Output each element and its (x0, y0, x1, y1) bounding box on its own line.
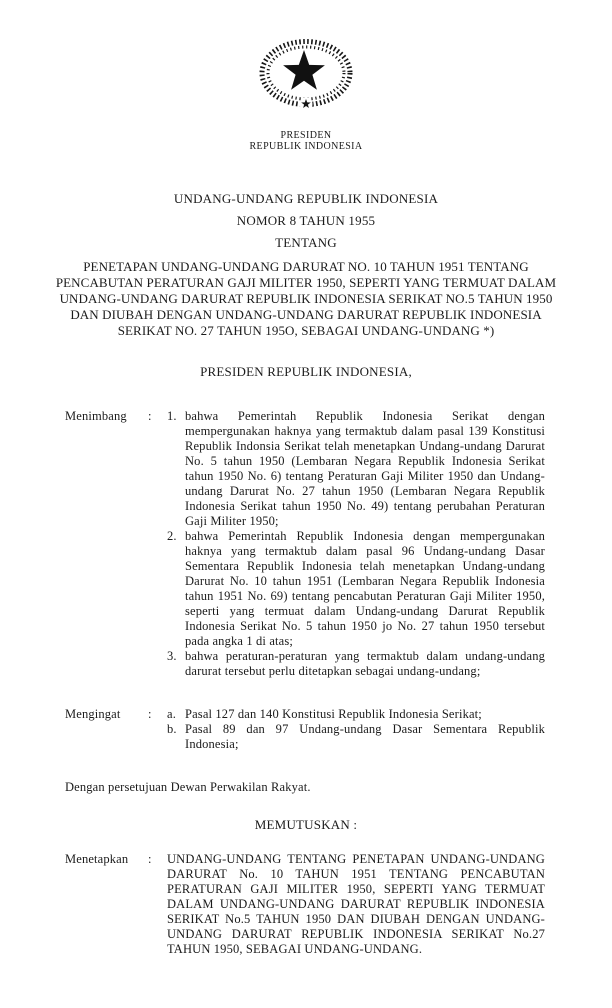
mengingat-body (167, 707, 545, 752)
clause-menimbang (0, 409, 612, 679)
salutation: PRESIDEN REPUBLIK INDONESIA, (200, 364, 412, 379)
menetapkan-colon: : (148, 852, 152, 866)
mengingat-item-a-text: Pasal 127 dan 140 Konstitusi Republik Indonesia Serikat; (185, 707, 482, 721)
doc-subject: PENETAPAN UNDANG-UNDANG DARURAT NO. 10 TAHUN 1951 TENTANG PENCABUTAN PERATURAN GAJI MILITER 1950, SEPERTI YANG TERMUAT DALAM UNDANG-UNDANG DARURAT REPUBLIK INDONESIA SERIKAT NO.5 TAHUN 1950 DAN DIUBAH DENGAN UNDANG-UNDANG DARURAT REPUBLIK INDONESIA SERIKAT NO. 27 TAHUN 195O, SEBAGAI UNDANG-UNDANG *) (55, 259, 557, 338)
menimbang-item-3 (167, 649, 545, 679)
letterhead-presiden: PRESIDEN (280, 130, 332, 141)
mengingat-item-b (167, 722, 545, 752)
title-block (0, 192, 612, 339)
decision-heading: MEMUTUSKAN : (254, 817, 358, 832)
menimbang-item-3-marker: 3. (167, 649, 177, 663)
menimbang-colon: : (148, 409, 152, 423)
mengingat-item-a (167, 707, 545, 722)
clause-mengingat (0, 707, 612, 752)
menimbang-item-2 (167, 529, 545, 649)
star-wreath-icon (258, 38, 354, 112)
menimbang-item-3-text: bahwa peraturan-peraturan yang termaktub dalam undang-undang darurat tersebut perlu ditetapkan sebagai undang-undang; (185, 649, 545, 678)
mengingat-item-a-marker: a. (167, 707, 176, 721)
menimbang-item-1-marker: 1. (167, 409, 177, 423)
menetapkan-text: UNDANG-UNDANG TENTANG PENETAPAN UNDANG-UNDANG DARURAT No. 10 TAHUN 1951 TENTANG PENCABUTAN PERATURAN GAJI MILITER 1950, SEPERTI YANG TERMUAT DALAM UNDANG-UNDANG DARURAT REPUBLIK INDONESIA SERIKAT No.5 TAHUN 1950 DAN DIUBAH DENGAN UNDANG-UNDANG DARURAT REPUBLIK INDONESIA SERIKAT No.27 TAHUN 1950, SEBAGAI UNDANG-UNDANG. (167, 852, 545, 956)
letterhead-republik-indonesia: REPUBLIK INDONESIA (249, 141, 363, 152)
doc-number: NOMOR 8 TAHUN 1955 (236, 213, 376, 228)
approval-line: Dengan persetujuan Dewan Perwakilan Rakyat. (65, 780, 311, 794)
menetapkan-label: Menetapkan (65, 852, 129, 866)
letterhead (0, 0, 612, 152)
presidential-emblem (0, 38, 612, 117)
menimbang-body (167, 409, 545, 679)
menimbang-item-2-marker: 2. (167, 529, 177, 543)
menimbang-item-2-text: bahwa Pemerintah Republik Indonesia dengan mempergunakan haknya yang termaktub dalam pasal 96 Undang-undang Dasar Sementara Republik Indonesia telah menetapkan Undang-undang Darurat No. 10 tahun 1951 (Lembaran Negara Republik Indonesia tahun 1951 No. 69) tentang pencabutan Peraturan Gaji Militer 1950, seperti yang termuat dalam Undang-undang Darurat Republik Indonesia Serikat No. 5 tahun 1950 jo No. 27 tahun 1950 tersebut pada angka 1 di atas; (185, 529, 545, 648)
menimbang-item-1 (167, 409, 545, 529)
mengingat-label: Mengingat (65, 707, 121, 721)
doc-about-label: TENTANG (275, 235, 337, 250)
mengingat-item-b-marker: b. (167, 722, 177, 736)
doc-title: UNDANG-UNDANG REPUBLIK INDONESIA (173, 191, 439, 206)
menimbang-label: Menimbang (65, 409, 127, 423)
clause-menetapkan (0, 852, 612, 957)
mengingat-colon: : (148, 707, 152, 721)
mengingat-item-b-text: Pasal 89 dan 97 Undang-undang Dasar Sementara Republik Indonesia; (185, 722, 545, 751)
menimbang-item-1-text: bahwa Pemerintah Republik Indonesia Serikat dengan mempergunakan haknya yang termaktub dalam pasal 139 Konstitusi Republik Indonsia Serikat telah menetapkan Undang-undang Darurat No. 5 tahun 1950 (Lembaran Negara Republik Indonesia Serikat tahun 1950 No. 6) tentang Peraturan Gaji Militer 1950 dan Undang-undang Darurat No. 27 tahun 1950 (Lembaran Negara Republik Indonesia Serikat tahun 1950 No. 49) tentang perubahan Peraturan Gaji Militer 1950; (185, 409, 545, 528)
